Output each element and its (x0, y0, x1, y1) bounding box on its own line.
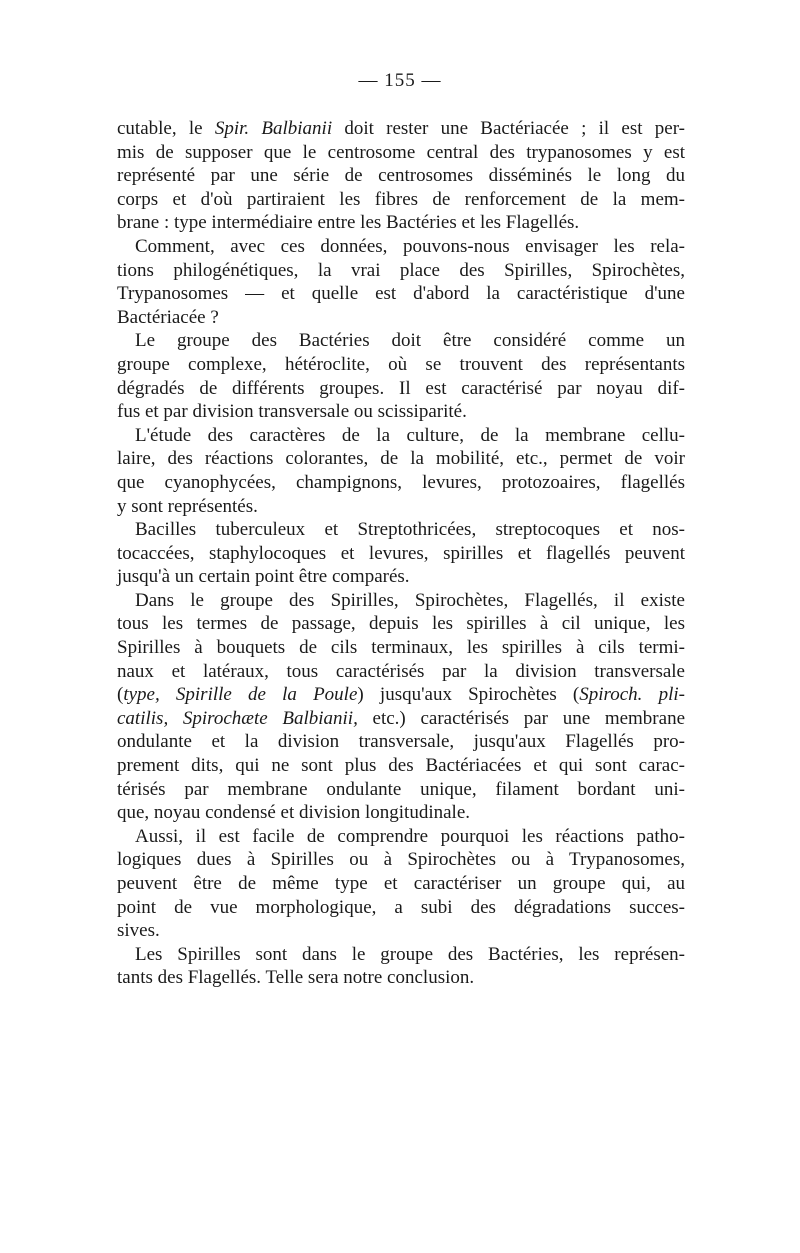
body-text (117, 117, 685, 990)
text-run: doit rester une Bactériacée ; il est per- (332, 118, 685, 139)
paragraph (117, 424, 685, 518)
text-run: Bactériacée ? (117, 306, 219, 328)
text-run: fus et par division transversale ou scissiparité. (117, 401, 467, 423)
text-run: Bacilles tuberculeux et Streptothricées, streptocoques et nos- (135, 519, 685, 541)
text-run: que, noyau condensé et division longitudinale. (117, 802, 471, 824)
text-line (117, 636, 685, 660)
text-line (117, 164, 685, 188)
text-run: Trypanosomes — et quelle est d'abord la caractéristique d'une (117, 283, 685, 305)
text-run: térisés par membrane ondulante unique, filament bordant uni- (117, 778, 685, 800)
text-run: mis de supposer que le centrosome central des trypanosomes y est (117, 141, 685, 163)
text-line (117, 518, 685, 542)
text-line (117, 778, 685, 802)
text-line (117, 400, 685, 424)
text-run: sives. (117, 920, 160, 942)
text-line (117, 447, 685, 471)
text-line (117, 612, 685, 636)
text-run: jusqu'à un certain point être comparés. (117, 566, 410, 588)
text-run: point de vue morphologique, a subi des dégradations succes- (117, 896, 685, 918)
text-run: brane : type intermédiaire entre les Bactéries et les Flagellés. (117, 212, 580, 234)
paragraph (117, 235, 685, 329)
paragraph (117, 825, 685, 943)
text-line (117, 683, 685, 707)
text-line (117, 188, 685, 212)
text-line (117, 565, 685, 589)
text-line (117, 919, 685, 943)
text-run: corps et d'où partiraient les fibres de renforcement de la mem- (117, 188, 685, 210)
text-run: y sont représentés. (117, 495, 258, 517)
text-line (117, 235, 685, 259)
text-run: etc.) caractérisés par une membrane (357, 707, 686, 729)
text-run: prement dits, qui ne sont plus des Bactériacées et qui sont carac- (117, 755, 685, 777)
text-line (117, 801, 685, 825)
text-line (117, 141, 685, 165)
text-run: Dans le groupe des Spirilles, Spirochètes, Flagellés, il existe (135, 589, 685, 611)
text-run: logiques dues à Spirilles ou à Spirochètes ou à Trypanosomes, (117, 849, 685, 871)
text-line (117, 825, 685, 849)
text-line (117, 896, 685, 920)
text-run: type, Spirille de la Poule (123, 684, 358, 706)
text-run: Comment, avec ces données, pouvons-nous envisager les rela- (135, 235, 685, 257)
text-line (117, 589, 685, 613)
text-run: Aussi, il est facile de comprendre pourquoi les réactions patho- (135, 825, 685, 847)
text-run: Les Spirilles sont dans le groupe des Bactéries, les représen- (135, 943, 685, 965)
text-line (117, 943, 685, 967)
text-line (117, 117, 685, 141)
paragraph (117, 943, 685, 990)
text-run: Spir. Balbianii (214, 118, 333, 139)
text-run: laire, des réactions colorantes, de la mobilité, etc., permet de voir (117, 448, 685, 470)
text-run: que cyanophycées, champignons, levures, protozoaires, flagellés (117, 471, 685, 493)
text-line (117, 966, 685, 990)
text-line (117, 259, 685, 283)
text-run: dégradés de différents groupes. Il est caractérisé par noyau dif- (117, 377, 685, 399)
text-run: tions philogénétiques, la vrai place des Spirilles, Spirochètes, (117, 259, 685, 281)
text-run: catilis, Spirochæte Balbianii, (117, 707, 358, 729)
text-line (117, 542, 685, 566)
text-line (117, 660, 685, 684)
text-line (117, 471, 685, 495)
text-run: tants des Flagellés. Telle sera notre conclusion. (117, 967, 475, 989)
text-run: Spirilles à bouquets de cils terminaux, les spirilles à cils termi- (117, 637, 685, 659)
text-run: tous les termes de passage, depuis les spirilles à cil unique, les (117, 613, 685, 635)
text-line (117, 353, 685, 377)
text-run: ondulante et la division transversale, jusqu'aux Flagellés pro- (117, 731, 685, 753)
text-line (117, 754, 685, 778)
text-run: tocaccées, staphylocoques et levures, spirilles et flagellés peuvent (117, 542, 685, 564)
text-line (117, 282, 685, 306)
text-run: ( (117, 684, 124, 706)
text-line (117, 848, 685, 872)
page-number: — 155 — (358, 70, 442, 91)
text-run: naux et latéraux, tous caractérisés par la division transversale (117, 660, 685, 682)
text-run: Le groupe des Bactéries doit être considéré comme un (135, 330, 685, 352)
text-line (117, 730, 685, 754)
text-run: groupe complexe, hétéroclite, où se trouvent des représentants (117, 353, 685, 375)
text-line (117, 329, 685, 353)
text-line (117, 306, 685, 330)
text-line (117, 377, 685, 401)
paragraph (117, 329, 685, 423)
text-run: cutable, le (117, 118, 215, 139)
text-line (117, 872, 685, 896)
paragraph (117, 589, 685, 825)
text-run: Spiroch. pli- (579, 684, 685, 706)
paragraph (117, 117, 685, 235)
text-line (117, 707, 685, 731)
paragraph (117, 518, 685, 589)
text-line (117, 424, 685, 448)
text-line (117, 495, 685, 519)
text-run: ) jusqu'aux Spirochètes ( (357, 684, 580, 706)
text-run: peuvent être de même type et caractériser un groupe qui, au (117, 873, 685, 894)
text-run: L'étude des caractères de la culture, de la membrane cellu- (135, 424, 685, 446)
text-run: représenté par une série de centrosomes disséminés le long du (117, 165, 685, 187)
text-line (117, 211, 685, 235)
